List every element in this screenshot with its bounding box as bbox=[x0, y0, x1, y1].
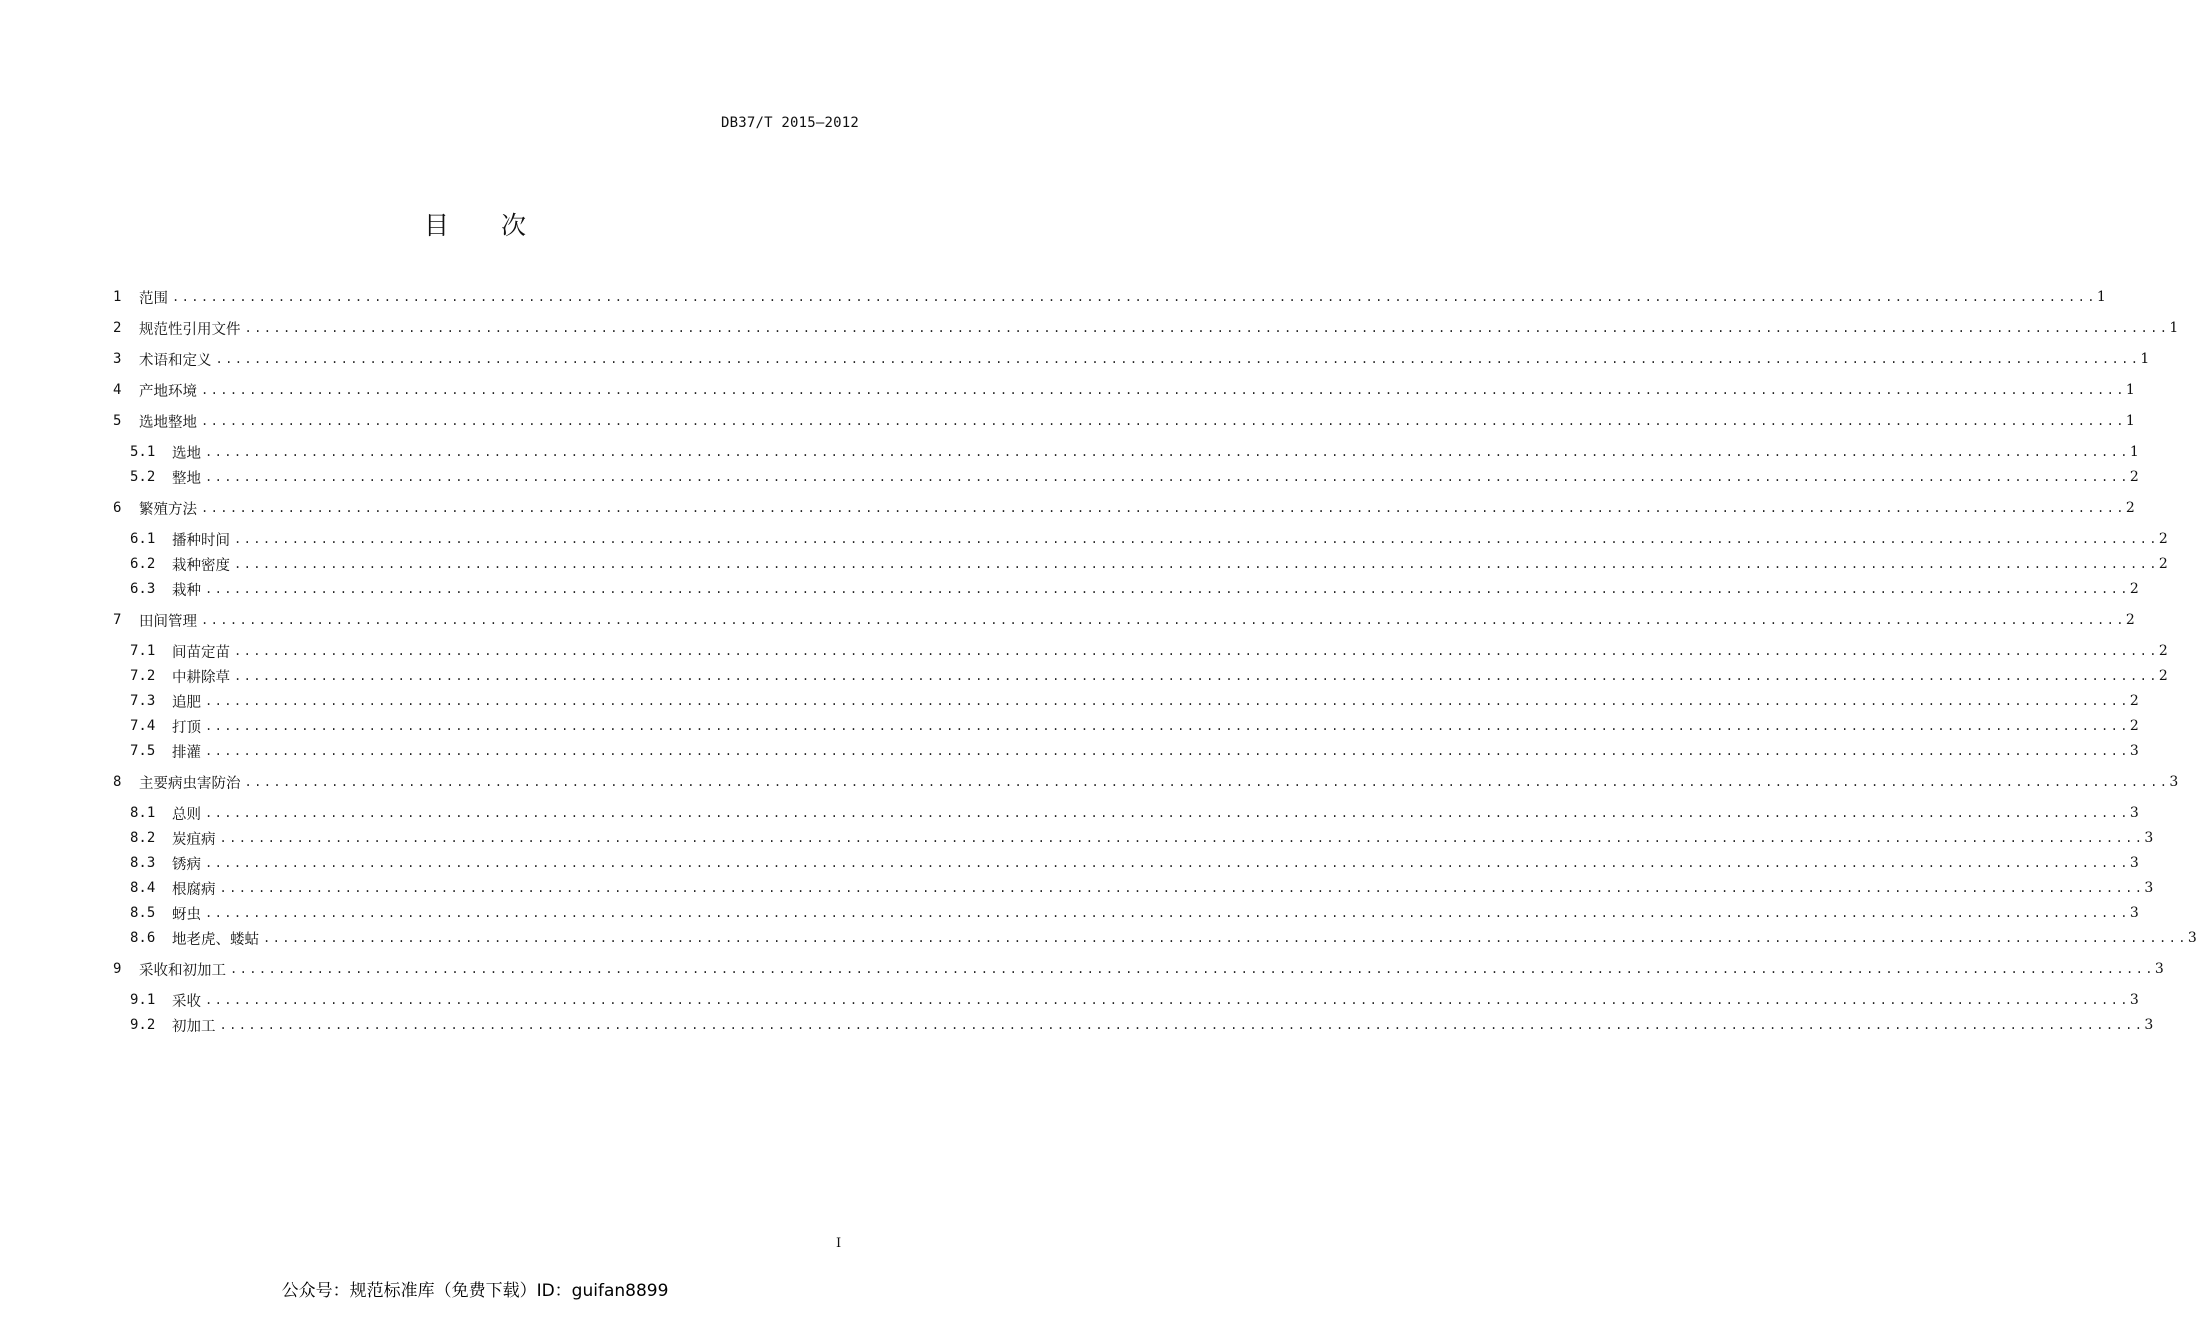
toc-dot-leader: ........................................................................................................................................................................................................ bbox=[244, 775, 2170, 789]
toc-entry-number: 7 bbox=[113, 612, 122, 628]
toc-entry-label: 产地环境 bbox=[139, 383, 197, 400]
toc-entry[interactable] bbox=[130, 741, 2139, 761]
toc-entry-page: 1 bbox=[2125, 413, 2135, 429]
toc-entry-label: 打顶 bbox=[172, 719, 201, 736]
toc-entry-label: 锈病 bbox=[172, 856, 201, 873]
toc-dot-leader: ........................................................................................................................................................................................................ bbox=[201, 414, 2126, 428]
toc-entry-label: 选地整地 bbox=[139, 414, 197, 431]
toc-entry[interactable] bbox=[130, 803, 2139, 823]
toc-entry-page: 2 bbox=[2129, 718, 2139, 734]
toc-entry-label: 选地 bbox=[172, 445, 201, 462]
toc-entry-number: 5.2 bbox=[130, 469, 156, 485]
toc-entry-page: 2 bbox=[2129, 581, 2139, 597]
toc-entry[interactable] bbox=[113, 610, 2135, 630]
toc-entry-number: 8.3 bbox=[130, 855, 156, 871]
toc-entry-label: 初加工 bbox=[172, 1018, 216, 1035]
toc-dot-leader: ........................................................................................................................................................................................................ bbox=[263, 931, 2188, 945]
toc-entry-label: 炭疽病 bbox=[172, 831, 216, 848]
toc-entry-page: 1 bbox=[2140, 351, 2150, 367]
toc-entry-number: 8.1 bbox=[130, 805, 156, 821]
toc-entry-number: 6 bbox=[113, 500, 122, 516]
toc-entry-label: 间苗定苗 bbox=[172, 644, 230, 661]
toc-entry[interactable] bbox=[130, 1015, 2154, 1035]
toc-entry-label: 主要病虫害防治 bbox=[139, 775, 241, 792]
page-number: I bbox=[836, 1236, 842, 1251]
toc-dot-leader: ........................................................................................................................................................................................................ bbox=[205, 993, 2130, 1007]
toc-entry-page: 3 bbox=[2129, 805, 2139, 821]
toc-entry-number: 3 bbox=[113, 351, 122, 367]
toc-entry-label: 规范性引用文件 bbox=[139, 321, 241, 338]
toc-dot-leader: ........................................................................................................................................................................................................ bbox=[205, 906, 2130, 920]
toc-entry-number: 6.1 bbox=[130, 531, 156, 547]
toc-entry[interactable] bbox=[113, 959, 2164, 979]
toc-entry-number: 6.2 bbox=[130, 556, 156, 572]
toc-entry[interactable] bbox=[130, 990, 2139, 1010]
toc-entry[interactable] bbox=[130, 641, 2168, 661]
toc-entry-label: 整地 bbox=[172, 470, 201, 487]
toc-dot-leader: ........................................................................................................................................................................................................ bbox=[205, 694, 2130, 708]
toc-dot-leader: ........................................................................................................................................................................................................ bbox=[205, 445, 2130, 459]
toc-dot-leader: ........................................................................................................................................................................................................ bbox=[234, 532, 2159, 546]
toc-entry[interactable] bbox=[113, 772, 2179, 792]
toc-entry-number: 1 bbox=[113, 289, 122, 305]
toc-dot-leader: ........................................................................................................................................................................................................ bbox=[215, 352, 2141, 366]
toc-entry-page: 3 bbox=[2129, 855, 2139, 871]
toc-entry[interactable] bbox=[130, 554, 2168, 574]
toc-dot-leader: ........................................................................................................................................................................................................ bbox=[219, 831, 2145, 845]
toc-entry-page: 2 bbox=[2125, 612, 2135, 628]
toc-entry-label: 蚜虫 bbox=[172, 906, 201, 923]
toc-entry[interactable] bbox=[130, 878, 2154, 898]
toc-dot-leader: ........................................................................................................................................................................................................ bbox=[234, 644, 2159, 658]
toc-title-part2: 次 bbox=[501, 211, 527, 240]
toc-entry-label: 追肥 bbox=[172, 694, 201, 711]
toc-entry[interactable] bbox=[113, 349, 2150, 369]
toc-entry-page: 1 bbox=[2096, 289, 2106, 305]
toc-entry[interactable] bbox=[130, 442, 2139, 462]
toc-entry-page: 3 bbox=[2169, 774, 2179, 790]
toc-entry-label: 采收 bbox=[172, 993, 201, 1010]
toc-entry[interactable] bbox=[130, 928, 2197, 948]
toc-entry-label: 术语和定义 bbox=[139, 352, 212, 369]
toc-dot-leader: ........................................................................................................................................................................................................ bbox=[201, 501, 2126, 515]
toc-entry-label: 中耕除草 bbox=[172, 669, 230, 686]
toc-title-part1: 目 bbox=[423, 211, 449, 240]
toc-entry-number: 8 bbox=[113, 774, 122, 790]
toc-dot-leader: ........................................................................................................................................................................................................ bbox=[230, 962, 2155, 976]
toc-entry-number: 5.1 bbox=[130, 444, 156, 460]
toc-entry[interactable] bbox=[113, 380, 2135, 400]
toc-entry-number: 7.2 bbox=[130, 668, 156, 684]
toc-entry[interactable] bbox=[113, 318, 2179, 338]
toc-entry[interactable] bbox=[130, 716, 2139, 736]
toc-entry[interactable] bbox=[130, 853, 2139, 873]
toc-dot-leader: ........................................................................................................................................................................................................ bbox=[172, 290, 2097, 304]
document-code: DB37/T 2015—2012 bbox=[720, 115, 859, 131]
footer-watermark-text: 公众号：规范标准库（免费下载）ID：guifan8899 bbox=[281, 1281, 669, 1301]
toc-entry[interactable] bbox=[130, 666, 2168, 686]
toc-entry-number: 8.6 bbox=[130, 930, 156, 946]
toc-entry[interactable] bbox=[130, 828, 2154, 848]
toc-entry-number: 8.4 bbox=[130, 880, 156, 896]
toc-entry[interactable] bbox=[113, 498, 2135, 518]
toc-entry-page: 3 bbox=[2144, 880, 2154, 896]
toc-entry[interactable] bbox=[113, 287, 2106, 307]
toc-entry-page: 2 bbox=[2129, 693, 2139, 709]
toc-entry-number: 4 bbox=[113, 382, 122, 398]
toc-entry-page: 1 bbox=[2169, 320, 2179, 336]
toc-entry-page: 1 bbox=[2129, 444, 2139, 460]
toc-entry[interactable] bbox=[130, 529, 2168, 549]
toc-entry-label: 范围 bbox=[139, 290, 168, 307]
toc-entry-number: 7.5 bbox=[130, 743, 156, 759]
toc-dot-leader: ........................................................................................................................................................................................................ bbox=[234, 557, 2159, 571]
toc-entry-label: 总则 bbox=[172, 806, 201, 823]
toc-dot-leader: ........................................................................................................................................................................................................ bbox=[219, 1018, 2145, 1032]
toc-entry-label: 田间管理 bbox=[139, 613, 197, 630]
toc-entry-number: 9 bbox=[113, 961, 122, 977]
toc-entry-page: 3 bbox=[2187, 930, 2197, 946]
toc-entry[interactable] bbox=[130, 903, 2139, 923]
toc-entry-label: 播种时间 bbox=[172, 532, 230, 549]
toc-entry-page: 3 bbox=[2144, 1017, 2154, 1033]
toc-dot-leader: ........................................................................................................................................................................................................ bbox=[201, 613, 2126, 627]
toc-entry-label: 采收和初加工 bbox=[139, 962, 226, 979]
toc-entry-page: 2 bbox=[2129, 469, 2139, 485]
toc-dot-leader: ........................................................................................................................................................................................................ bbox=[205, 470, 2130, 484]
toc-entry[interactable] bbox=[130, 691, 2139, 711]
toc-dot-leader: ........................................................................................................................................................................................................ bbox=[244, 321, 2170, 335]
toc-entry-page: 3 bbox=[2154, 961, 2164, 977]
toc-entry-number: 5 bbox=[113, 413, 122, 429]
toc-entry-label: 栽种密度 bbox=[172, 557, 230, 574]
toc-entry-label: 排灌 bbox=[172, 744, 201, 761]
toc-entry-page: 1 bbox=[2125, 382, 2135, 398]
toc-entry[interactable] bbox=[113, 411, 2135, 431]
toc-entry-number: 7.1 bbox=[130, 643, 156, 659]
toc-dot-leader: ........................................................................................................................................................................................................ bbox=[201, 383, 2126, 397]
toc-entry-page: 3 bbox=[2129, 905, 2139, 921]
toc-entry-label: 栽种 bbox=[172, 582, 201, 599]
toc-dot-leader: ........................................................................................................................................................................................................ bbox=[234, 669, 2159, 683]
toc-dot-leader: ........................................................................................................................................................................................................ bbox=[205, 856, 2130, 870]
toc-entry-number: 8.2 bbox=[130, 830, 156, 846]
toc-entry-page: 2 bbox=[2158, 556, 2168, 572]
toc-entry-page: 2 bbox=[2158, 531, 2168, 547]
toc-entry-number: 7.3 bbox=[130, 693, 156, 709]
toc-dot-leader: ........................................................................................................................................................................................................ bbox=[205, 719, 2130, 733]
toc-dot-leader: ........................................................................................................................................................................................................ bbox=[219, 881, 2145, 895]
toc-entry-label: 繁殖方法 bbox=[139, 501, 197, 518]
toc-entry-page: 3 bbox=[2144, 830, 2154, 846]
toc-entry-page: 3 bbox=[2129, 992, 2139, 1008]
toc-entry-number: 9.1 bbox=[130, 992, 156, 1008]
toc-dot-leader: ........................................................................................................................................................................................................ bbox=[205, 582, 2130, 596]
toc-dot-leader: ........................................................................................................................................................................................................ bbox=[205, 744, 2130, 758]
toc-entry-number: 7.4 bbox=[130, 718, 156, 734]
toc-entry-page: 2 bbox=[2158, 668, 2168, 684]
toc-entry-label: 根腐病 bbox=[172, 881, 216, 898]
toc-entry-number: 9.2 bbox=[130, 1017, 156, 1033]
toc-entry[interactable] bbox=[130, 467, 2139, 487]
toc-entry-page: 2 bbox=[2158, 643, 2168, 659]
toc-entry-page: 2 bbox=[2125, 500, 2135, 516]
toc-entry-number: 8.5 bbox=[130, 905, 156, 921]
toc-dot-leader: ........................................................................................................................................................................................................ bbox=[205, 806, 2130, 820]
toc-entry-label: 地老虎、蝼蛄 bbox=[172, 931, 259, 948]
toc-entry-page: 3 bbox=[2129, 743, 2139, 759]
toc-entry[interactable] bbox=[130, 579, 2139, 599]
toc-entry-number: 2 bbox=[113, 320, 122, 336]
toc-entry-number: 6.3 bbox=[130, 581, 156, 597]
